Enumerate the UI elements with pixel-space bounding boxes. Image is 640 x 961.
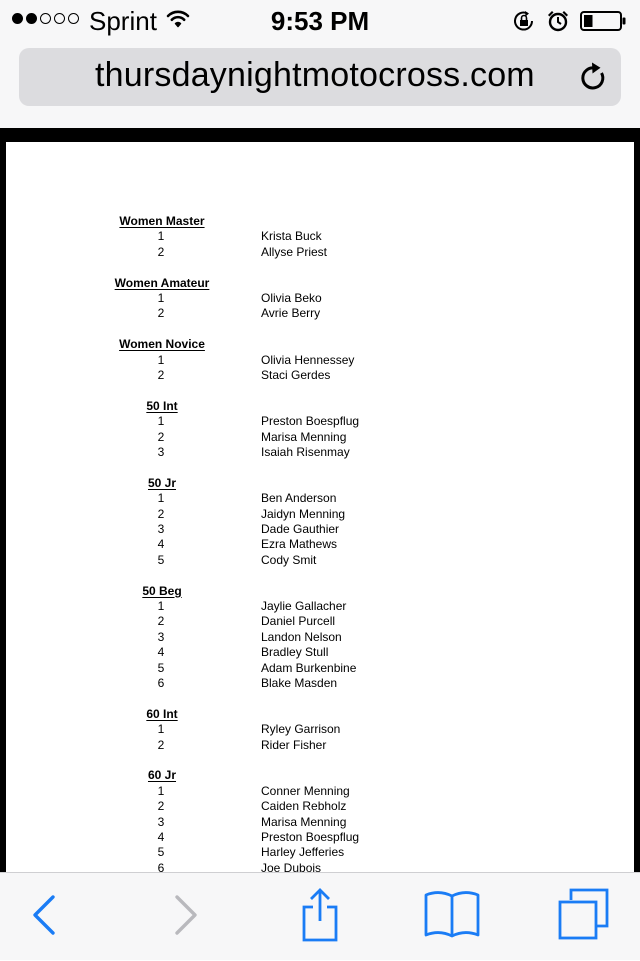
reload-icon[interactable] xyxy=(579,61,607,96)
result-row xyxy=(6,738,634,754)
result-row xyxy=(6,630,634,646)
result-row xyxy=(6,306,634,322)
back-button[interactable] xyxy=(4,873,84,961)
result-row xyxy=(6,861,634,872)
result-row xyxy=(6,784,634,800)
finish-position: 2 xyxy=(157,368,165,382)
rider-name: Dade Gauthier xyxy=(261,522,340,536)
result-row xyxy=(6,522,634,538)
result-row xyxy=(6,676,634,692)
rider-name: Ben Anderson xyxy=(261,491,337,506)
result-row xyxy=(6,614,634,630)
class-heading-text: 50 Jr xyxy=(147,475,177,490)
rider-name: Olivia Hennessey xyxy=(261,352,355,367)
result-row xyxy=(6,553,634,569)
share-button[interactable] xyxy=(280,873,360,961)
url-text[interactable]: thursdaynightmotocross.com xyxy=(95,56,535,94)
rider-name: Olivia Beko xyxy=(261,291,322,305)
rider-name: Rider Fisher xyxy=(261,737,327,752)
rider-name: Jaidyn Menning xyxy=(261,506,346,521)
rider-name: Jaylie Gallacher xyxy=(261,599,347,613)
finish-position: 3 xyxy=(157,522,165,536)
class-heading xyxy=(110,276,214,290)
share-icon xyxy=(299,887,341,948)
rider-name: Marisa Menning xyxy=(261,429,347,444)
finish-position: 4 xyxy=(157,830,165,844)
result-row xyxy=(6,599,634,615)
finish-position: 3 xyxy=(157,445,165,459)
finish-position: 3 xyxy=(157,629,165,644)
result-row xyxy=(6,830,634,846)
rider-name: Allyse Priest xyxy=(261,244,328,259)
finish-position: 5 xyxy=(157,845,165,860)
rider-name: Caiden Rebholz xyxy=(261,799,347,814)
bookmarks-button[interactable] xyxy=(412,873,492,961)
rider-name: Landon Nelson xyxy=(261,629,342,644)
finish-position: 1 xyxy=(157,722,165,737)
browser-toolbar xyxy=(0,872,640,960)
result-row xyxy=(6,245,634,261)
class-heading-text: Women Master xyxy=(119,214,205,228)
carrier-name: Sprint xyxy=(89,6,157,36)
rider-name: Bradley Stull xyxy=(261,645,329,660)
finish-position: 2 xyxy=(157,737,165,752)
class-heading xyxy=(110,214,214,228)
finish-position: 1 xyxy=(157,229,165,244)
result-row xyxy=(6,799,634,815)
result-row xyxy=(6,815,634,831)
chevron-left-icon xyxy=(29,893,59,942)
status-bar xyxy=(0,0,640,40)
rider-name: Staci Gerdes xyxy=(261,368,331,382)
class-heading-text: Women Novice xyxy=(119,337,205,352)
rider-name: Marisa Menning xyxy=(261,814,347,829)
result-row xyxy=(6,368,634,384)
tabs-icon xyxy=(557,888,611,947)
rider-name: Preston Boespflug xyxy=(261,830,360,844)
finish-position: 2 xyxy=(157,614,165,629)
finish-position: 4 xyxy=(157,537,165,552)
class-heading xyxy=(110,584,214,598)
result-row xyxy=(6,445,634,461)
class-heading-text: 50 Int xyxy=(146,398,178,413)
rider-name: Daniel Purcell xyxy=(261,614,336,629)
forward-button[interactable] xyxy=(146,873,226,961)
finish-position: 4 xyxy=(157,645,165,660)
finish-position: 6 xyxy=(157,676,165,690)
finish-position: 3 xyxy=(157,814,165,829)
result-row xyxy=(6,414,634,430)
finish-position: 5 xyxy=(157,660,165,675)
finish-position: 1 xyxy=(157,414,165,429)
class-heading xyxy=(110,768,214,782)
finish-position: 5 xyxy=(157,552,165,567)
tabs-button[interactable] xyxy=(544,873,624,961)
battery-icon xyxy=(580,11,628,36)
finish-position: 1 xyxy=(157,783,165,798)
finish-position: 1 xyxy=(157,599,165,613)
class-heading xyxy=(110,337,214,351)
finish-position: 2 xyxy=(157,799,165,814)
result-row xyxy=(6,661,634,677)
result-row xyxy=(6,507,634,523)
rider-name: Conner Menning xyxy=(261,783,350,798)
book-icon xyxy=(424,890,480,945)
finish-position: 2 xyxy=(157,506,165,521)
class-heading xyxy=(110,707,214,721)
web-content-viewport[interactable] xyxy=(0,128,640,872)
rider-name: Ezra Mathews xyxy=(261,537,338,552)
result-row xyxy=(6,430,634,446)
class-heading-text: 60 Jr xyxy=(147,768,177,783)
rider-name: Harley Jefferies xyxy=(261,845,345,860)
rider-name: Adam Burkenbine xyxy=(261,660,357,675)
finish-position: 1 xyxy=(157,352,165,367)
chevron-right-icon xyxy=(171,893,201,942)
finish-position: 6 xyxy=(157,860,165,872)
class-heading xyxy=(110,476,214,490)
status-time: 9:53 PM xyxy=(270,6,370,36)
result-row xyxy=(6,645,634,661)
rotation-lock-icon xyxy=(512,10,536,37)
result-row xyxy=(6,537,634,553)
browser-navigation-bar xyxy=(0,40,640,128)
class-heading-text: 50 Beg xyxy=(142,583,182,598)
finish-position: 2 xyxy=(157,306,165,321)
rider-name: Ryley Garrison xyxy=(261,722,341,737)
finish-position: 2 xyxy=(157,429,165,444)
result-row xyxy=(6,491,634,507)
address-bar[interactable] xyxy=(19,48,621,106)
class-heading xyxy=(110,399,214,413)
rider-name: Blake Masden xyxy=(261,676,338,690)
rider-name: Preston Boespflug xyxy=(261,414,360,429)
result-row xyxy=(6,845,634,861)
rider-name: Isaiah Risenmay xyxy=(261,445,350,459)
result-row xyxy=(6,229,634,245)
class-heading-text: Women Amateur xyxy=(114,275,210,290)
rider-name: Krista Buck xyxy=(261,229,322,244)
result-row xyxy=(6,353,634,369)
result-row xyxy=(6,722,634,738)
result-row xyxy=(6,291,634,307)
rider-name: Avrie Berry xyxy=(261,306,321,321)
class-heading-text: 60 Int xyxy=(146,706,178,721)
finish-position: 1 xyxy=(157,491,165,506)
alarm-clock-icon xyxy=(546,9,570,38)
results-document xyxy=(6,142,634,872)
rider-name: Cody Smit xyxy=(261,552,317,567)
finish-position: 2 xyxy=(157,244,165,259)
finish-position: 1 xyxy=(157,291,165,305)
rider-name: Joe Dubois xyxy=(261,860,322,872)
